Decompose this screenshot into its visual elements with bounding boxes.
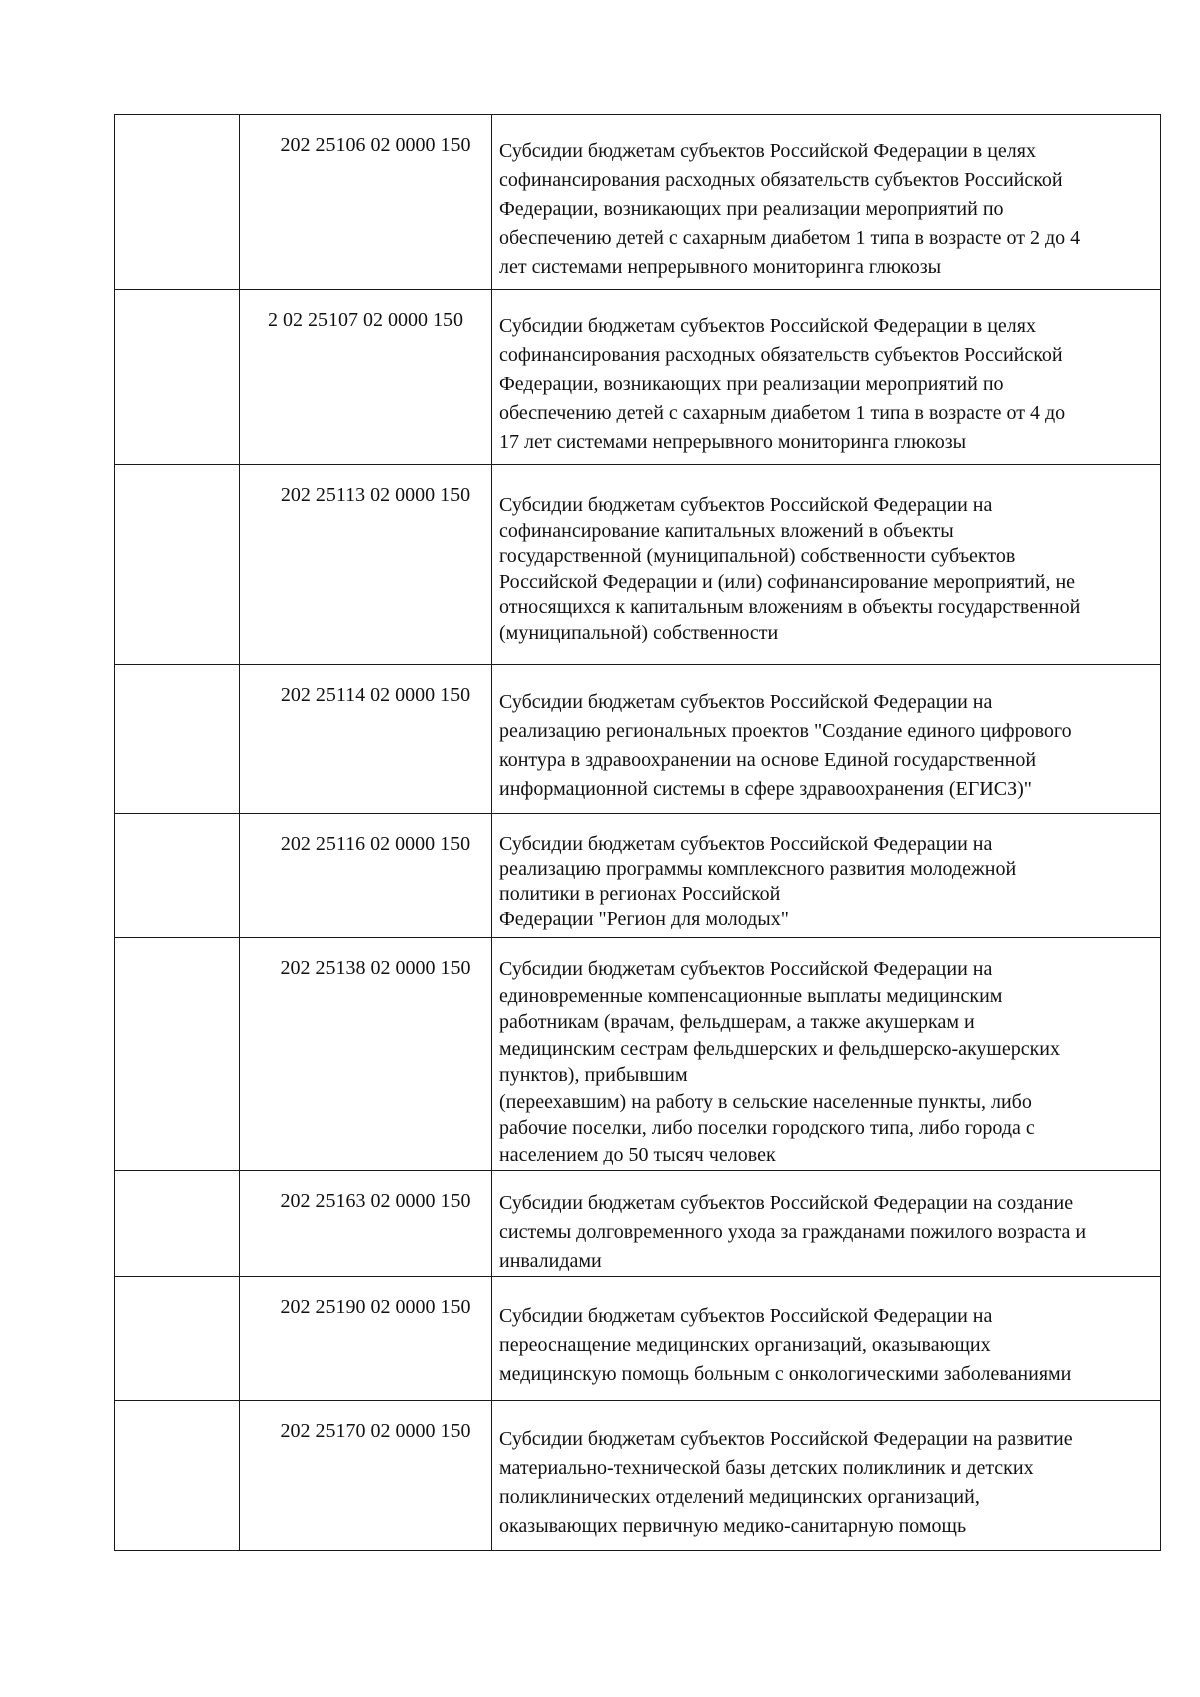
description-line: обеспечению детей с сахарным диабетом 1 типа в возрасте от 4 до <box>499 402 1066 424</box>
description-line: инвалидами <box>499 1250 602 1272</box>
kbk-code-cell: 202 25114 02 0000 150 <box>240 665 492 814</box>
kbk-code-cell: 202 25113 02 0000 150 <box>240 465 492 665</box>
description-line: населением до 50 тысяч человек <box>499 1143 776 1166</box>
kbk-code-cell: 202 25106 02 0000 150 <box>240 115 492 290</box>
description-line: 17 лет системами непрерывного мониторинга глюкозы <box>499 431 967 453</box>
kbk-code-cell: 202 25170 02 0000 150 <box>240 1401 492 1551</box>
description-line: Федерации "Регион для молодых" <box>499 908 789 930</box>
empty-cell <box>115 1401 240 1551</box>
kbk-code-cell: 2 02 25107 02 0000 150 <box>240 290 492 465</box>
description-line: (муниципальной) собственности <box>499 621 779 644</box>
description-line: лет системами непрерывного мониторинга глюкозы <box>499 256 942 278</box>
empty-cell <box>115 814 240 938</box>
description-line: пунктов), прибывшим <box>499 1064 688 1086</box>
description-line: медицинскую помощь больным с онкологическими заболеваниями <box>499 1363 1072 1385</box>
description-line: Субсидии бюджетам субъектов Российской Федерации на <box>499 833 993 855</box>
description-line: оказывающих первичную медико-санитарную помощь <box>499 1515 967 1537</box>
description-line: Федерации, возникающих при реализации мероприятий по <box>499 373 1004 395</box>
description-cell <box>492 1401 1161 1551</box>
description-line: политики в регионах Российской <box>499 883 781 905</box>
description-cell <box>492 814 1161 938</box>
description-cell <box>492 665 1161 814</box>
table-row <box>115 665 1161 814</box>
empty-cell <box>115 938 240 1171</box>
description-line: контура в здравоохранении на основе Единой государственной <box>499 749 1037 771</box>
kbk-code-cell: 202 25163 02 0000 150 <box>240 1171 492 1277</box>
description-line: работникам (врачам, фельдшерам, а также акушеркам и <box>499 1011 975 1033</box>
table-row <box>115 814 1161 938</box>
kbk-code-cell: 202 25138 02 0000 150 <box>240 938 492 1171</box>
description-line: (переехавшим) на работу в сельские населенные пункты, либо <box>499 1090 1032 1113</box>
description-line: медицинским сестрам фельдшерских и фельдшерско-акушерских <box>499 1037 1061 1060</box>
description-line: Субсидии бюджетам субъектов Российской Федерации на создание <box>499 1192 1074 1214</box>
empty-cell <box>115 290 240 465</box>
description-line: Субсидии бюджетам субъектов Российской Федерации в целях <box>499 140 1036 162</box>
description-line: софинансирования расходных обязательств субъектов Российской <box>499 169 1063 191</box>
budget-classification-table <box>114 114 1161 1551</box>
description-line: Российской Федерации и (или) софинансирование мероприятий, не <box>499 570 1076 593</box>
table-row <box>115 465 1161 665</box>
description-line: информационной системы в сфере здравоохранения (ЕГИСЗ)" <box>499 778 1032 800</box>
description-line: реализацию региональных проектов "Создание единого цифрового <box>499 720 1072 742</box>
description-cell <box>492 290 1161 465</box>
description-cell <box>492 115 1161 290</box>
description-line: Субсидии бюджетам субъектов Российской Федерации на <box>499 1305 993 1327</box>
description-line: Субсидии бюджетам субъектов Российской Федерации на <box>499 691 993 713</box>
description-line: переоснащение медицинских организаций, оказывающих <box>499 1334 991 1356</box>
description-cell <box>492 938 1161 1171</box>
description-line: обеспечению детей с сахарным диабетом 1 типа в возрасте от 2 до 4 <box>499 227 1081 249</box>
description-line: единовременные компенсационные выплаты медицинским <box>499 984 1003 1007</box>
description-line: Субсидии бюджетам субъектов Российской Федерации на развитие <box>499 1428 1073 1450</box>
empty-cell <box>115 665 240 814</box>
table-row <box>115 938 1161 1171</box>
description-cell <box>492 1277 1161 1401</box>
description-line: Федерации, возникающих при реализации мероприятий по <box>499 198 1004 220</box>
description-line: относящихся к капитальным вложениям в объекты государственной <box>499 596 1081 618</box>
description-line: реализацию программы комплексного развития молодежной <box>499 858 1017 880</box>
table-row <box>115 115 1161 290</box>
description-line: материально-технической базы детских поликлиник и детских <box>499 1457 1034 1479</box>
empty-cell <box>115 1277 240 1401</box>
description-line: софинансирования расходных обязательств субъектов Российской <box>499 344 1063 366</box>
table-row <box>115 1171 1161 1277</box>
table-row <box>115 1277 1161 1401</box>
kbk-code-cell: 202 25190 02 0000 150 <box>240 1277 492 1401</box>
table-row <box>115 290 1161 465</box>
description-line: Субсидии бюджетам субъектов Российской Федерации в целях <box>499 315 1036 337</box>
description-cell <box>492 465 1161 665</box>
description-line: Субсидии бюджетам субъектов Российской Федерации на <box>499 494 993 516</box>
table-row <box>115 1401 1161 1551</box>
description-line: софинансирование капитальных вложений в объекты <box>499 519 954 542</box>
description-line: системы долговременного ухода за гражданами пожилого возраста и <box>499 1221 1087 1243</box>
empty-cell <box>115 465 240 665</box>
description-line: поликлинических отделений медицинских организаций, <box>499 1486 980 1508</box>
kbk-code-cell: 202 25116 02 0000 150 <box>240 814 492 938</box>
description-line: рабочие поселки, либо поселки городского типа, либо города с <box>499 1117 1035 1139</box>
empty-cell <box>115 115 240 290</box>
description-line: государственной (муниципальной) собственности субъектов <box>499 545 1016 567</box>
empty-cell <box>115 1171 240 1277</box>
description-cell <box>492 1171 1161 1277</box>
description-line: Субсидии бюджетам субъектов Российской Федерации на <box>499 958 993 980</box>
